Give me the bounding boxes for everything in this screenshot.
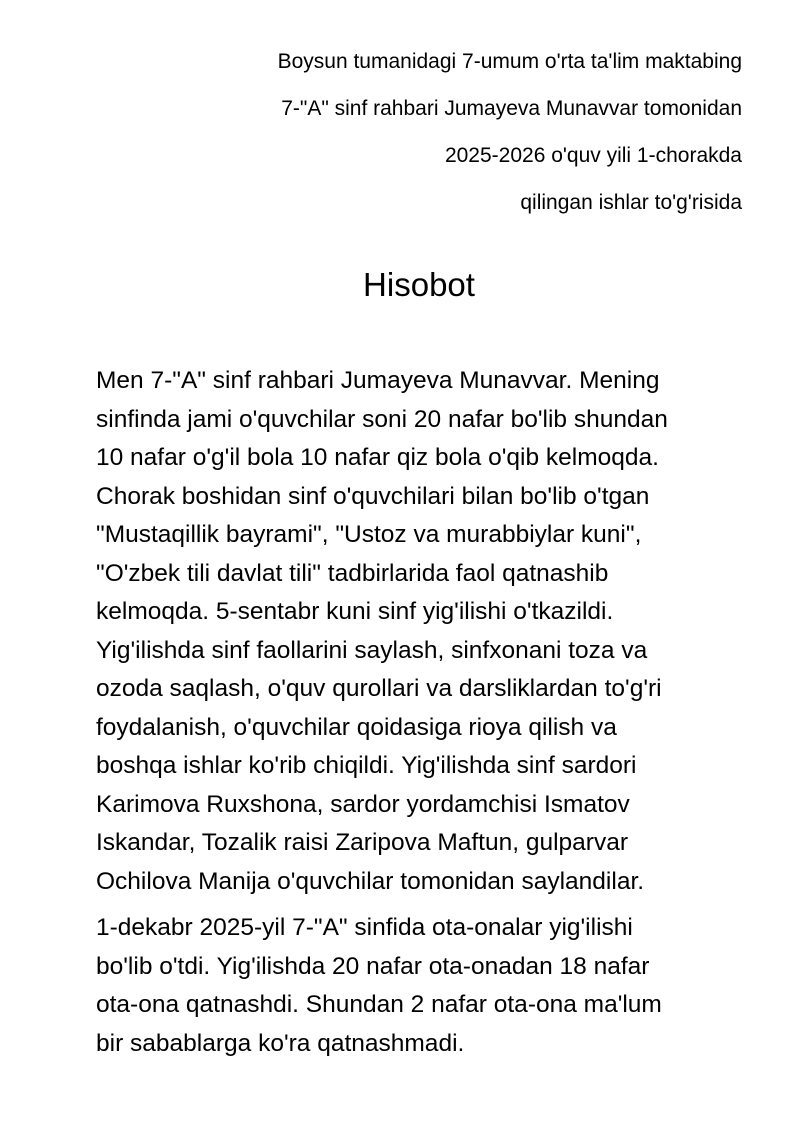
text-line: Chorak boshidan sinf o'quvchilari bilan bo'lib o'tgan: [96, 482, 650, 510]
text-line: "O'zbek tili davlat tili" tadbirlarida faol qatnashib: [96, 559, 609, 587]
text-line: kelmoqda. 5-sentabr kuni sinf yig'ilishi o'tkazildi.: [96, 598, 614, 625]
header-line-teacher: 7-"A" sinf rahbari Jumayeva Munavvar tomonidan: [281, 97, 742, 120]
text-line: sinfinda jami o'quvchilar soni 20 nafar bo'lib shundan: [96, 405, 668, 433]
header-line-period: 2025-2026 o'quv yili 1-chorakda: [444, 144, 742, 167]
text-line: 1-dekabr 2025-yil 7-"A" sinfida ota-onalar yig'ilishi: [96, 914, 633, 941]
document-body: [96, 362, 746, 1071]
text-line: ozoda saqlash, o'quv qurollari va darsliklardan to'g'ri: [96, 675, 662, 702]
header-line-subject: qilingan ishlar to'g'risida: [520, 191, 742, 214]
text-line: ota-ona qatnashdi. Shundan 2 nafar ota-ona ma'lum: [96, 991, 662, 1018]
paragraph-class-report: [96, 362, 746, 901]
text-line: 10 nafar o'g'il bola 10 nafar qiz bola o'qib kelmoqda.: [96, 444, 659, 471]
text-line: Karimova Ruxshona, sardor yordamchisi Ismatov: [96, 790, 630, 818]
document-title: Hisobot: [363, 266, 475, 303]
text-line: bir sabablarga ko'ra qatnashmadi.: [96, 1029, 465, 1057]
text-line: Ochilova Manija o'quvchilar tomonidan saylandilar.: [96, 867, 645, 895]
text-line: "Mustaqillik bayrami", "Ustoz va murabbiylar kuni",: [96, 521, 642, 548]
text-line: foydalanish, o'quvchilar qoidasiga rioya qilish va: [96, 713, 617, 741]
text-line: boshqa ishlar ko'rib chiqildi. Yig'ilishda sinf sardori: [96, 752, 637, 779]
text-line: Men 7-"A" sinf rahbari Jumayeva Munavvar. Mening: [96, 367, 660, 394]
text-line: Yig'ilishda sinf faollarini saylash, sinfxonani toza va: [96, 636, 648, 664]
text-line: Iskandar, Tozalik raisi Zaripova Maftun, gulparvar: [96, 829, 628, 856]
paragraph-parents-meeting: [96, 909, 746, 1063]
text-line: bo'lib o'tdi. Yig'ilishda 20 nafar ota-onadan 18 nafar: [96, 952, 650, 980]
report-header: [102, 38, 742, 226]
header-line-school: Boysun tumanidagi 7-umum o'rta ta'lim maktabing: [277, 50, 742, 73]
